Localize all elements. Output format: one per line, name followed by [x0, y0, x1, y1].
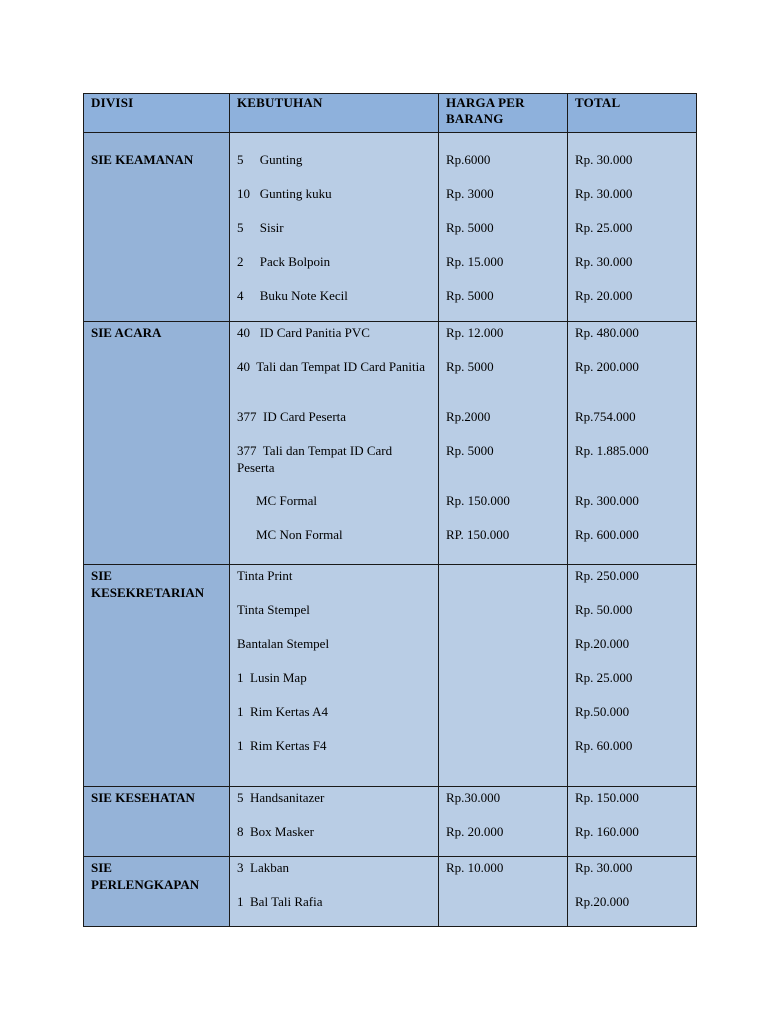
total-cell: Rp.20.000	[575, 894, 630, 909]
total-cell: Rp.50.000	[575, 704, 630, 719]
kebutuhan-cell: 377 ID Card Peserta	[237, 409, 347, 424]
table-row	[84, 133, 697, 322]
harga-cell: Rp. 5000	[446, 359, 494, 374]
kebutuhan-cell: 3 Lakban	[237, 860, 289, 875]
kebutuhan-cell: 10 Gunting kuku	[237, 186, 332, 201]
kebutuhan-cell: MC Formal	[256, 493, 318, 508]
harga-cell: Rp. 10.000	[446, 860, 504, 875]
total-cell: Rp. 30.000	[575, 860, 633, 875]
kebutuhan-cell: 8 Box Masker	[237, 824, 314, 839]
column-kebutuhan	[230, 565, 439, 787]
header-divisi: DIVISI	[84, 94, 230, 133]
table-row	[84, 322, 697, 565]
harga-cell: Rp. 5000	[446, 220, 494, 235]
kebutuhan-cell: 1 Rim Kertas A4	[237, 704, 328, 719]
kebutuhan-cell: 40 ID Card Panitia PVC	[237, 325, 370, 340]
harga-cell: RP. 150.000	[446, 527, 510, 542]
kebutuhan-cell: Bantalan Stempel	[237, 636, 330, 651]
kebutuhan-cell: 5 Handsanitazer	[237, 790, 325, 805]
kebutuhan-cell: 1 Rim Kertas F4	[237, 738, 327, 753]
divisi-cell: SIE KESEKRETARIAN	[84, 565, 230, 787]
total-cell: Rp. 200.000	[575, 359, 639, 374]
total-cell: Rp. 20.000	[575, 288, 633, 303]
total-cell: Rp. 60.000	[575, 738, 633, 753]
kebutuhan-cell: 5 Sisir	[237, 220, 284, 235]
table-row	[84, 787, 697, 857]
column-harga	[439, 857, 568, 927]
kebutuhan-cell: 4 Buku Note Kecil	[237, 288, 348, 303]
harga-cell	[446, 601, 560, 635]
harga-cell: Rp. 150.000	[446, 493, 510, 508]
table-row	[84, 565, 697, 787]
total-cell: Rp. 25.000	[575, 670, 633, 685]
total-cell: Rp. 250.000	[575, 568, 639, 583]
column-kebutuhan	[230, 857, 439, 927]
header-harga-per-barang: HARGA PER BARANG	[439, 94, 568, 133]
total-cell: Rp.754.000	[575, 409, 636, 424]
total-cell: Rp. 600.000	[575, 527, 639, 542]
header-total: TOTAL	[568, 94, 697, 133]
harga-cell: Rp. 15.000	[446, 254, 504, 269]
harga-cell: Rp. 5000	[446, 288, 494, 303]
harga-cell	[446, 567, 560, 601]
total-cell: Rp. 300.000	[575, 493, 639, 508]
total-cell: Rp. 30.000	[575, 254, 633, 269]
kebutuhan-cell: 2 Pack Bolpoin	[237, 254, 331, 269]
harga-cell	[446, 893, 560, 910]
divisi-cell: SIE KESEHATAN	[84, 787, 230, 857]
divisi-cell: SIE KEAMANAN	[84, 133, 230, 322]
column-harga	[439, 787, 568, 857]
harga-cell: Rp. 12.000	[446, 325, 504, 340]
total-cell: Rp. 150.000	[575, 790, 639, 805]
harga-cell: Rp. 20.000	[446, 824, 504, 839]
harga-cell: Rp.6000	[446, 152, 491, 167]
kebutuhan-cell: 5 Gunting	[237, 152, 303, 167]
kebutuhan-cell: Tinta Print	[237, 568, 293, 583]
total-cell: Rp. 30.000	[575, 152, 633, 167]
divisi-cell: SIE PERLENGKAPAN	[84, 857, 230, 927]
harga-cell: Rp.30.000	[446, 790, 501, 805]
divisi-cell: SIE ACARA	[84, 322, 230, 565]
table-row	[84, 857, 697, 927]
column-kebutuhan	[230, 322, 439, 565]
total-cell: Rp. 25.000	[575, 220, 633, 235]
kebutuhan-cell: 377 Tali dan Tempat ID Card Peserta	[237, 443, 396, 475]
column-kebutuhan	[230, 787, 439, 857]
harga-cell	[446, 669, 560, 703]
total-cell: Rp. 480.000	[575, 325, 639, 340]
column-harga	[439, 565, 568, 787]
total-cell: Rp. 160.000	[575, 824, 639, 839]
total-cell: Rp. 50.000	[575, 602, 633, 617]
kebutuhan-cell: 40 Tali dan Tempat ID Card Panitia	[237, 359, 425, 374]
column-total	[568, 565, 697, 787]
column-harga	[439, 322, 568, 565]
total-cell: Rp. 1.885.000	[575, 443, 649, 458]
harga-cell	[446, 703, 560, 737]
column-harga	[439, 133, 568, 322]
column-kebutuhan	[230, 133, 439, 322]
column-total	[568, 787, 697, 857]
kebutuhan-cell: 1 Lusin Map	[237, 670, 307, 685]
kebutuhan-cell: 1 Bal Tali Rafia	[237, 894, 323, 909]
total-cell: Rp.20.000	[575, 636, 630, 651]
total-cell: Rp. 30.000	[575, 186, 633, 201]
table-body	[84, 133, 697, 927]
harga-cell: Rp.2000	[446, 409, 491, 424]
table-header	[84, 94, 697, 133]
harga-cell: Rp. 3000	[446, 186, 494, 201]
column-total	[568, 133, 697, 322]
header-kebutuhan: KEBUTUHAN	[230, 94, 439, 133]
kebutuhan-cell: Tinta Stempel	[237, 602, 310, 617]
harga-cell: Rp. 5000	[446, 443, 494, 458]
harga-cell	[446, 635, 560, 669]
column-total	[568, 322, 697, 565]
column-total	[568, 857, 697, 927]
budget-table	[83, 93, 697, 927]
harga-cell	[446, 737, 560, 754]
kebutuhan-cell: MC Non Formal	[256, 527, 343, 542]
